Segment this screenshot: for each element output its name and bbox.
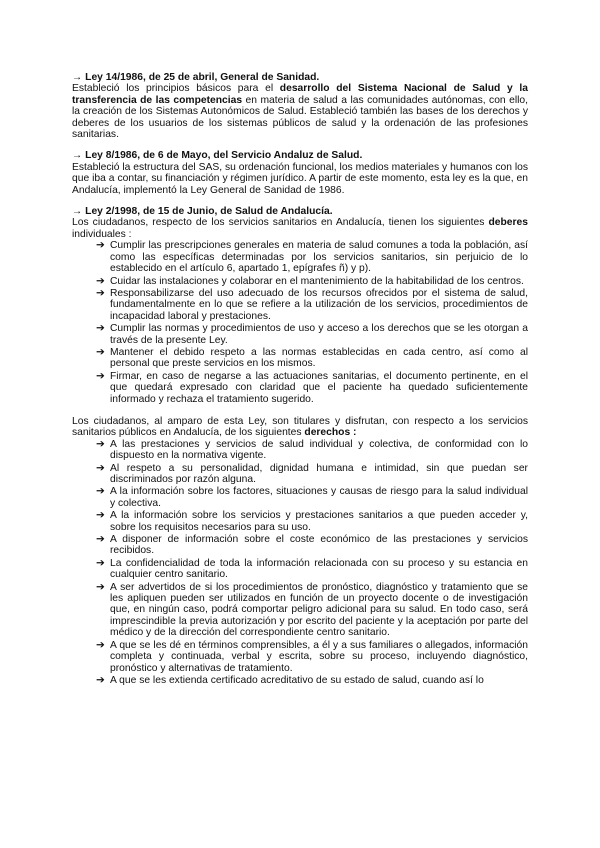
arrow-bullet-icon: ➔ <box>96 510 105 522</box>
list-item-text: A que se les dé en términos comprensibles, a él y a sus familiares o allegados, información completa y continuada, verbal y escrita, sobre su proceso, incluyendo diagnóstico, pronóstico y alternativas de tratamiento. <box>110 639 528 674</box>
section-heading: → Ley 8/1986, de 6 de Mayo, del Servicio Andaluz de Salud. <box>72 150 363 162</box>
paragraph-text: Estableció los principios básicos para el <box>72 83 280 95</box>
arrow-bullet-icon: ➔ <box>96 346 105 358</box>
list-item-text: Cumplir las prescripciones generales en materia de salud comunes a toda la población, así como las específicas determinadas por los servicios sanitarios, sin perjuicio de lo establecido en el artículo 6, apartado 1, epígrafes ñ) y p). <box>110 240 528 275</box>
list-item <box>96 371 528 405</box>
arrow-bullet-icon: ➔ <box>96 674 105 686</box>
list-item-text: A las prestaciones y servicios de salud individual y colectiva, de conformidad con lo dispuesto en la normativa vigente. <box>110 438 528 462</box>
list-item-text: A que se les extienda certificado acreditativo de su estado de salud, cuando así lo <box>110 674 484 686</box>
section-ley-14-1986 <box>72 72 528 140</box>
list-item <box>96 640 528 674</box>
list-item-text: Al respeto a su personalidad, dignidad humana e intimidad, sin que puedan ser discriminados por razón alguna. <box>110 462 528 485</box>
section-ley-2-1998 <box>72 206 528 686</box>
list-item <box>96 534 528 557</box>
list-item-text: Responsabilizarse del uso adecuado de los recursos ofrecidos por el sistema de salud, fundamentalmente en lo que se refiere a la utilización de los servicios, procedimientos de incapacidad laboral y prestaciones. <box>110 287 528 322</box>
list-item <box>96 439 528 462</box>
arrow-bullet-icon: ➔ <box>96 370 105 382</box>
list-item <box>96 347 528 370</box>
paragraph-text: en materia de salud a las comunidades autónomas, con ello, la creación de los Sistemas Autonómicos de Salud. Estableció también las bases de los derechos y deberes de los usuarios de los sistemas públicos de salud y la ordenación de las profesiones sanitarias. <box>72 94 529 141</box>
paragraph-bold-text: desarrollo del Sistema Nacional de Salud y la transferencia de las competencias <box>72 83 528 106</box>
arrow-bullet-icon: ➔ <box>96 438 105 450</box>
list-item-text: Mantener el debido respeto a las normas establecidas en cada centro, así como al personal que preste servicios en los mismos. <box>110 346 528 370</box>
paragraph-text: Los ciudadanos, al amparo de esta Ley, son titulares y disfrutan, con respecto a los servicios sanitarios públicos en Andalucía, de los siguientes <box>72 415 528 439</box>
section-heading: → Ley 2/1998, de 15 de Junio, de Salud de Andalucía. <box>72 206 333 218</box>
arrow-bullet-icon: ➔ <box>96 323 105 335</box>
paragraph-bold-text: derechos : <box>304 427 357 439</box>
list-item <box>96 276 528 287</box>
section-ley-8-1986 <box>72 150 528 196</box>
section-paragraph <box>72 83 528 140</box>
list-item-text: A ser advertidos de si los procedimientos de pronóstico, diagnóstico y tratamiento que se les apliquen pueden ser utilizados en función de un proyecto docente o de investigación que, en ningún caso, podrá comportar peligro adicional para su salud. En todo caso, será imprescindible la previa autorización y por escrito del paciente y la aceptación por parte del médico y de la dirección del correspondiente centro sanitario. <box>110 581 528 639</box>
list-item <box>96 240 528 274</box>
arrow-bullet-icon: ➔ <box>96 534 105 546</box>
list-item <box>96 463 528 486</box>
list-item <box>96 675 528 686</box>
document-page <box>72 72 528 696</box>
list-item-text: Cumplir las normas y procedimientos de uso y acceso a los derechos que se les otorgan a través de la presente Ley. <box>110 323 528 346</box>
list-item-text: Firmar, en caso de negarse a las actuaciones sanitarias, el documento pertinente, en el que quedará expresado con claridad que el paciente ha quedado suficientemente informado y rechaza el tratamiento sugerido. <box>110 370 528 405</box>
arrow-bullet-icon: ➔ <box>96 486 105 498</box>
paragraph-text: individuales : <box>72 228 132 240</box>
list-item <box>96 486 528 509</box>
deberes-intro <box>72 217 528 240</box>
paragraph-bold-text: deberes <box>488 217 528 229</box>
derechos-intro <box>72 416 528 439</box>
list-item <box>96 510 528 533</box>
list-item <box>96 288 528 322</box>
section-paragraph: Estableció la estructura del SAS, su ordenación funcional, los medios materiales y humanos con los que iba a contar, su financiación y régimen jurídico. A partir de este momento, esta ley es la que, en Andalucía, implementó la Ley General de Sanidad de 1986. <box>72 161 528 196</box>
arrow-bullet-icon: ➔ <box>96 287 105 299</box>
arrow-bullet-icon: ➔ <box>96 275 105 287</box>
arrow-bullet-icon: ➔ <box>96 639 105 651</box>
arrow-bullet-icon: ➔ <box>96 240 105 252</box>
section-heading: → Ley 14/1986, de 25 de abril, General de Sanidad. <box>72 72 320 83</box>
list-item <box>96 558 528 581</box>
list-item <box>96 582 528 639</box>
list-item-text: A disponer de información sobre el coste económico de las prestaciones y servicios recibidos. <box>110 534 528 557</box>
arrow-bullet-icon: ➔ <box>96 557 105 569</box>
arrow-bullet-icon: ➔ <box>96 462 105 474</box>
deberes-list <box>72 240 528 405</box>
list-item <box>96 323 528 346</box>
arrow-bullet-icon: ➔ <box>96 581 105 593</box>
list-item-text: A la información sobre los servicios y prestaciones sanitarios a que pueden acceder y, sobre los requisitos necesarios para su uso. <box>110 510 528 533</box>
list-item-text: A la información sobre los factores, situaciones y causas de riesgo para la salud individual y colectiva. <box>110 486 528 509</box>
paragraph-text: Los ciudadanos, respecto de los servicios sanitarios en Andalucía, tienen los siguientes <box>72 217 489 229</box>
list-item-text: La confidencialidad de toda la información relacionada con su proceso y su estancia en cualquier centro sanitario. <box>110 557 528 581</box>
derechos-list <box>72 439 528 687</box>
list-item-text: Cuidar las instalaciones y colaborar en el mantenimiento de la habitabilidad de los centros. <box>110 275 524 287</box>
